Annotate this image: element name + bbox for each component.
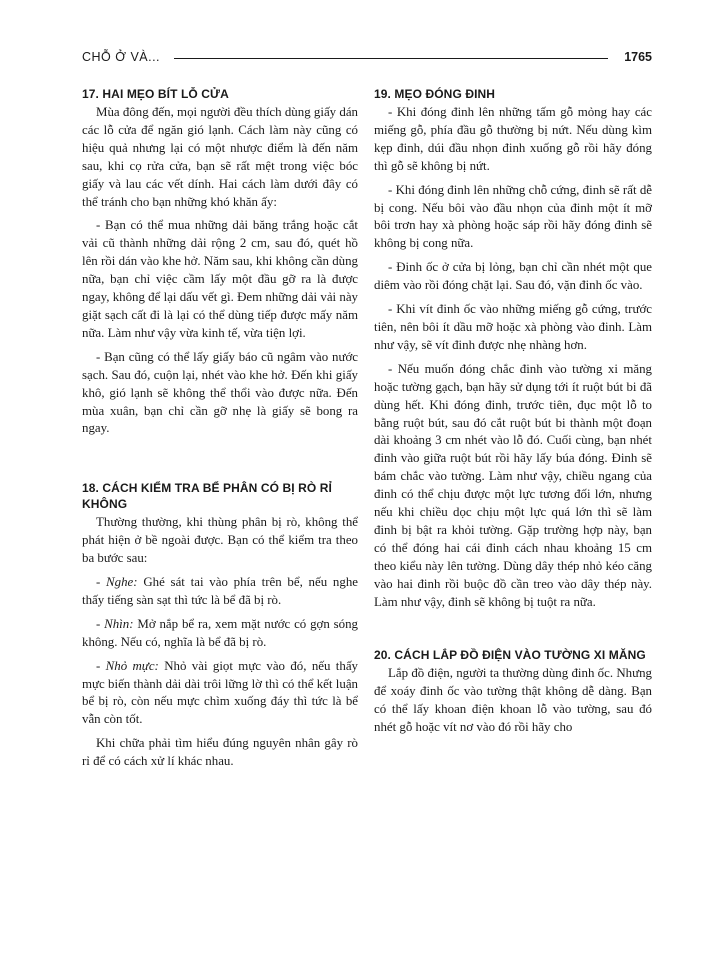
paragraph: Khi chữa phải tìm hiểu đúng nguyên nhân gây rò rỉ để có cách xử lí khác nhau. (82, 736, 358, 769)
header-rule (174, 58, 608, 59)
section-heading-19: 19. MẸO ĐÓNG ĐINH (374, 87, 496, 101)
paragraph: - Bạn có thể mua những dải băng trắng hoặc cắt vải cũ thành những dải rộng 2 cm, sau đó, quét hồ lên rồi dán vào khe hở. Năm sau, khi không cần dùng nữa, bạn chỉ việc cầm lấy một đầu gỡ ra là được ngay, không để lại dấu vết gì. Đem những dải vải này giặt sạch cất đi là lại có thể dùng tiếp được mấy năm nữa. Làm như vậy vừa kinh tế, vừa tiện lợi. (82, 218, 358, 340)
paragraph: Thường thường, khi thùng phân bị rò, không thể phát hiện ở bề ngoài được. Bạn có thể kiểm tra theo ba bước sau: (82, 515, 358, 566)
section-heading-17: 17. HAI MẸO BÍT LỖ CỬA (82, 87, 229, 101)
paragraph (82, 574, 358, 610)
running-header (82, 50, 652, 70)
paragraph: Lắp đồ điện, người ta thường dùng đinh ốc. Nhưng để xoáy đinh ốc vào tường thật không dễ dàng. Bạn có thể lấy khoan điện khoan lỗ vào tường, sau đó nhét gỗ hoặc vít nơ vào đó rồi hãy cho (374, 666, 652, 735)
step-label: - Nghe: (96, 575, 138, 590)
running-title: CHỖ Ở VÀ... (82, 50, 161, 64)
step-label: - Nhìn: (96, 616, 134, 631)
section-gap (374, 617, 652, 647)
step-text: Nhỏ vài giọt mực vào đó, nếu thấy mực biến thành dải dài trôi lững lờ thì có thể kết luận bể bị rò, còn nếu mực chìm xuống đáy thì tức là bể vẫn còn tốt. (82, 658, 358, 727)
step-label: - Nhỏ mực: (96, 658, 159, 673)
paragraph: - Khi đóng đinh lên những chỗ cứng, đinh sẽ rất dễ bị cong. Nếu bôi vào đầu nhọn của đinh một ít mỡ bôi trơn hay xà phòng hoặc sáp rồi hãy đóng đinh sẽ không bị cong nữa. (374, 182, 652, 251)
section-gap (82, 444, 358, 480)
paragraph: - Bạn cũng có thể lấy giấy báo cũ ngâm vào nước sạch. Sau đó, cuộn lại, nhét vào khe hở. Đến khi giấy khô, gió lạnh sẽ không thể thổi vào được nữa. Đến mùa xuân, bạn chỉ cần gỡ nhẹ là giấy sẽ bong ra ngay. (82, 349, 358, 436)
step-text: Mở nắp bể ra, xem mặt nước có gợn sóng không. Nếu có, nghĩa là bể đã bị rò. (82, 616, 358, 649)
right-column (374, 86, 652, 743)
paragraph: - Đinh ốc ở cửa bị lỏng, bạn chỉ cần nhét một que diêm vào rồi đóng chặt lại. Sau đó, vặn đinh ốc vào. (374, 260, 652, 293)
page-number: 1765 (624, 50, 652, 64)
paragraph (82, 658, 358, 730)
section-heading-20: 20. CÁCH LẮP ĐỒ ĐIỆN VÀO TƯỜNG XI MĂNG (374, 648, 646, 663)
paragraph: - Khi vít đinh ốc vào những miếng gỗ cứng, trước tiên, nên bôi ít dầu mỡ hoặc xà phòng vào đinh. Làm như vậy, sẽ vít đinh được nhẹ nhàng hơn. (374, 302, 652, 352)
paragraph: Mùa đông đến, mọi người đều thích dùng giấy dán các lỗ cửa để ngăn gió lạnh. Cách làm này cũng có hiệu quả nhưng lại có một nhược điểm là đến năm sau, khi cọ rửa cửa, bạn sẽ rất mệt trong việc bóc giấy và lau các vết dính. Hai cách làm dưới đây có thể tránh cho bạn những khó khăn ấy: (82, 105, 358, 209)
section-heading-18: 18. CÁCH KIỂM TRA BỂ PHÂN CÓ BỊ RÒ RỈ KHÔNG (82, 481, 332, 512)
left-column (82, 86, 358, 777)
step-text: Ghé sát tai vào phía trên bể, nếu nghe thấy tiếng sàn sạt thì tức là bể đã bị rò. (82, 575, 358, 607)
paragraph (82, 616, 358, 652)
paragraph: - Nếu muốn đóng chắc đinh vào tường xi măng hoặc tường gạch, bạn hãy sử dụng tới ít ruột bút bi đã dùng hết. Khi đóng đinh, trước tiên, đục một lỗ to bằng ruột bút, sau đó cắt ruột bút bi thành một đoạn dài khoảng 3 cm nhét vào lỗ đó. Cuối cùng, bạn nhét đinh vào giữa ruột bút rồi hãy lấy búa đóng. Đinh sẽ bám chắc vào tường. Làm như vậy, chiều ngang của đinh có thể chịu được một lực tương đối lớn, nhưng nếu khi chiều dọc chịu một lực quá lớn thì sẽ làm đinh bị bật ra khỏi tường. Gặp trường hợp này, bạn có thể đóng hai cái đinh cách nhau khoảng 15 cm theo kiểu này lên tường. Dùng dây thép nhỏ kéo căng vào hai đinh rồi buộc đồ cần treo vào dây thép này. Làm như vậy, đinh sẽ không bị tuột ra nữa. (374, 361, 652, 609)
paragraph: - Khi đóng đinh lên những tấm gỗ mỏng hay các miếng gỗ, phía đầu gỗ thường bị nứt. Nếu dùng kìm kẹp đinh, dúi đầu nhọn đinh xuống gỗ rồi hãy đóng thì gỗ sẽ không bị nứt. (374, 105, 652, 173)
